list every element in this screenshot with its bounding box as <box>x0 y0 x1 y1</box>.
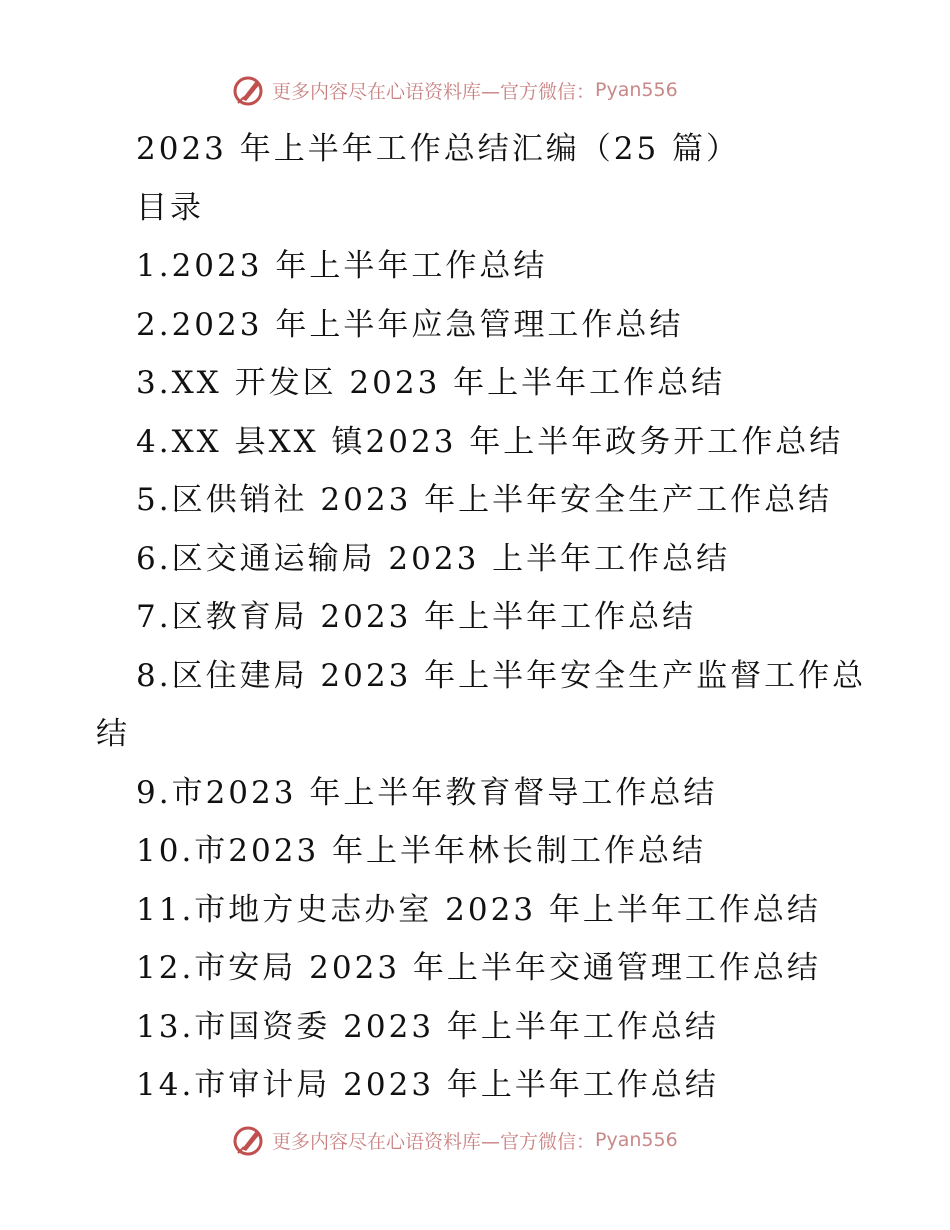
toc-item: 7.区教育局 2023 年上半年工作总结 <box>136 599 697 635</box>
toc-item: 10.市2023 年上半年林长制工作总结 <box>136 833 707 869</box>
document-title: 2023 年上半年工作总结汇编（25 篇） <box>136 131 741 167</box>
watermark-footer <box>232 1120 678 1160</box>
pen-logo-icon <box>232 1123 266 1157</box>
toc-item: 14.市审计局 2023 年上半年工作总结 <box>136 1067 719 1103</box>
toc-heading: 目录 <box>136 189 204 226</box>
pen-logo-icon <box>232 73 266 107</box>
toc-item: 8.区住建局 2023 年上半年安全生产监督工作总 <box>136 657 867 694</box>
document-body <box>96 120 886 1115</box>
toc-item: 13.市国资委 2023 年上半年工作总结 <box>136 1008 719 1045</box>
toc-item: 4.XX 县XX 镇2023 年上半年政务开工作总结 <box>136 423 844 460</box>
watermark-header <box>232 70 678 110</box>
watermark-text: 更多内容尽在心语资料库—官方微信： <box>272 1130 596 1153</box>
toc-item: 12.市安局 2023 年上半年交通管理工作总结 <box>136 950 821 986</box>
toc-item: 6.区交通运输局 2023 上半年工作总结 <box>136 540 731 577</box>
toc-item: 3.XX 开发区 2023 年上半年工作总结 <box>136 365 726 401</box>
watermark-account: Pyan556 <box>595 1129 678 1151</box>
toc-item: 5.区供销社 2023 年上半年安全生产工作总结 <box>136 482 833 518</box>
watermark-text: 更多内容尽在心语资料库—官方微信： <box>272 80 596 103</box>
toc-item: 1.2023 年上半年工作总结 <box>136 248 548 284</box>
toc-item: 9.市2023 年上半年教育督导工作总结 <box>136 774 718 811</box>
toc-item: 2.2023 年上半年应急管理工作总结 <box>136 306 684 343</box>
toc-item: 11.市地方史志办室 2023 年上半年工作总结 <box>136 891 821 928</box>
watermark-account: Pyan556 <box>595 79 678 101</box>
toc-item-continuation: 结 <box>96 716 130 752</box>
